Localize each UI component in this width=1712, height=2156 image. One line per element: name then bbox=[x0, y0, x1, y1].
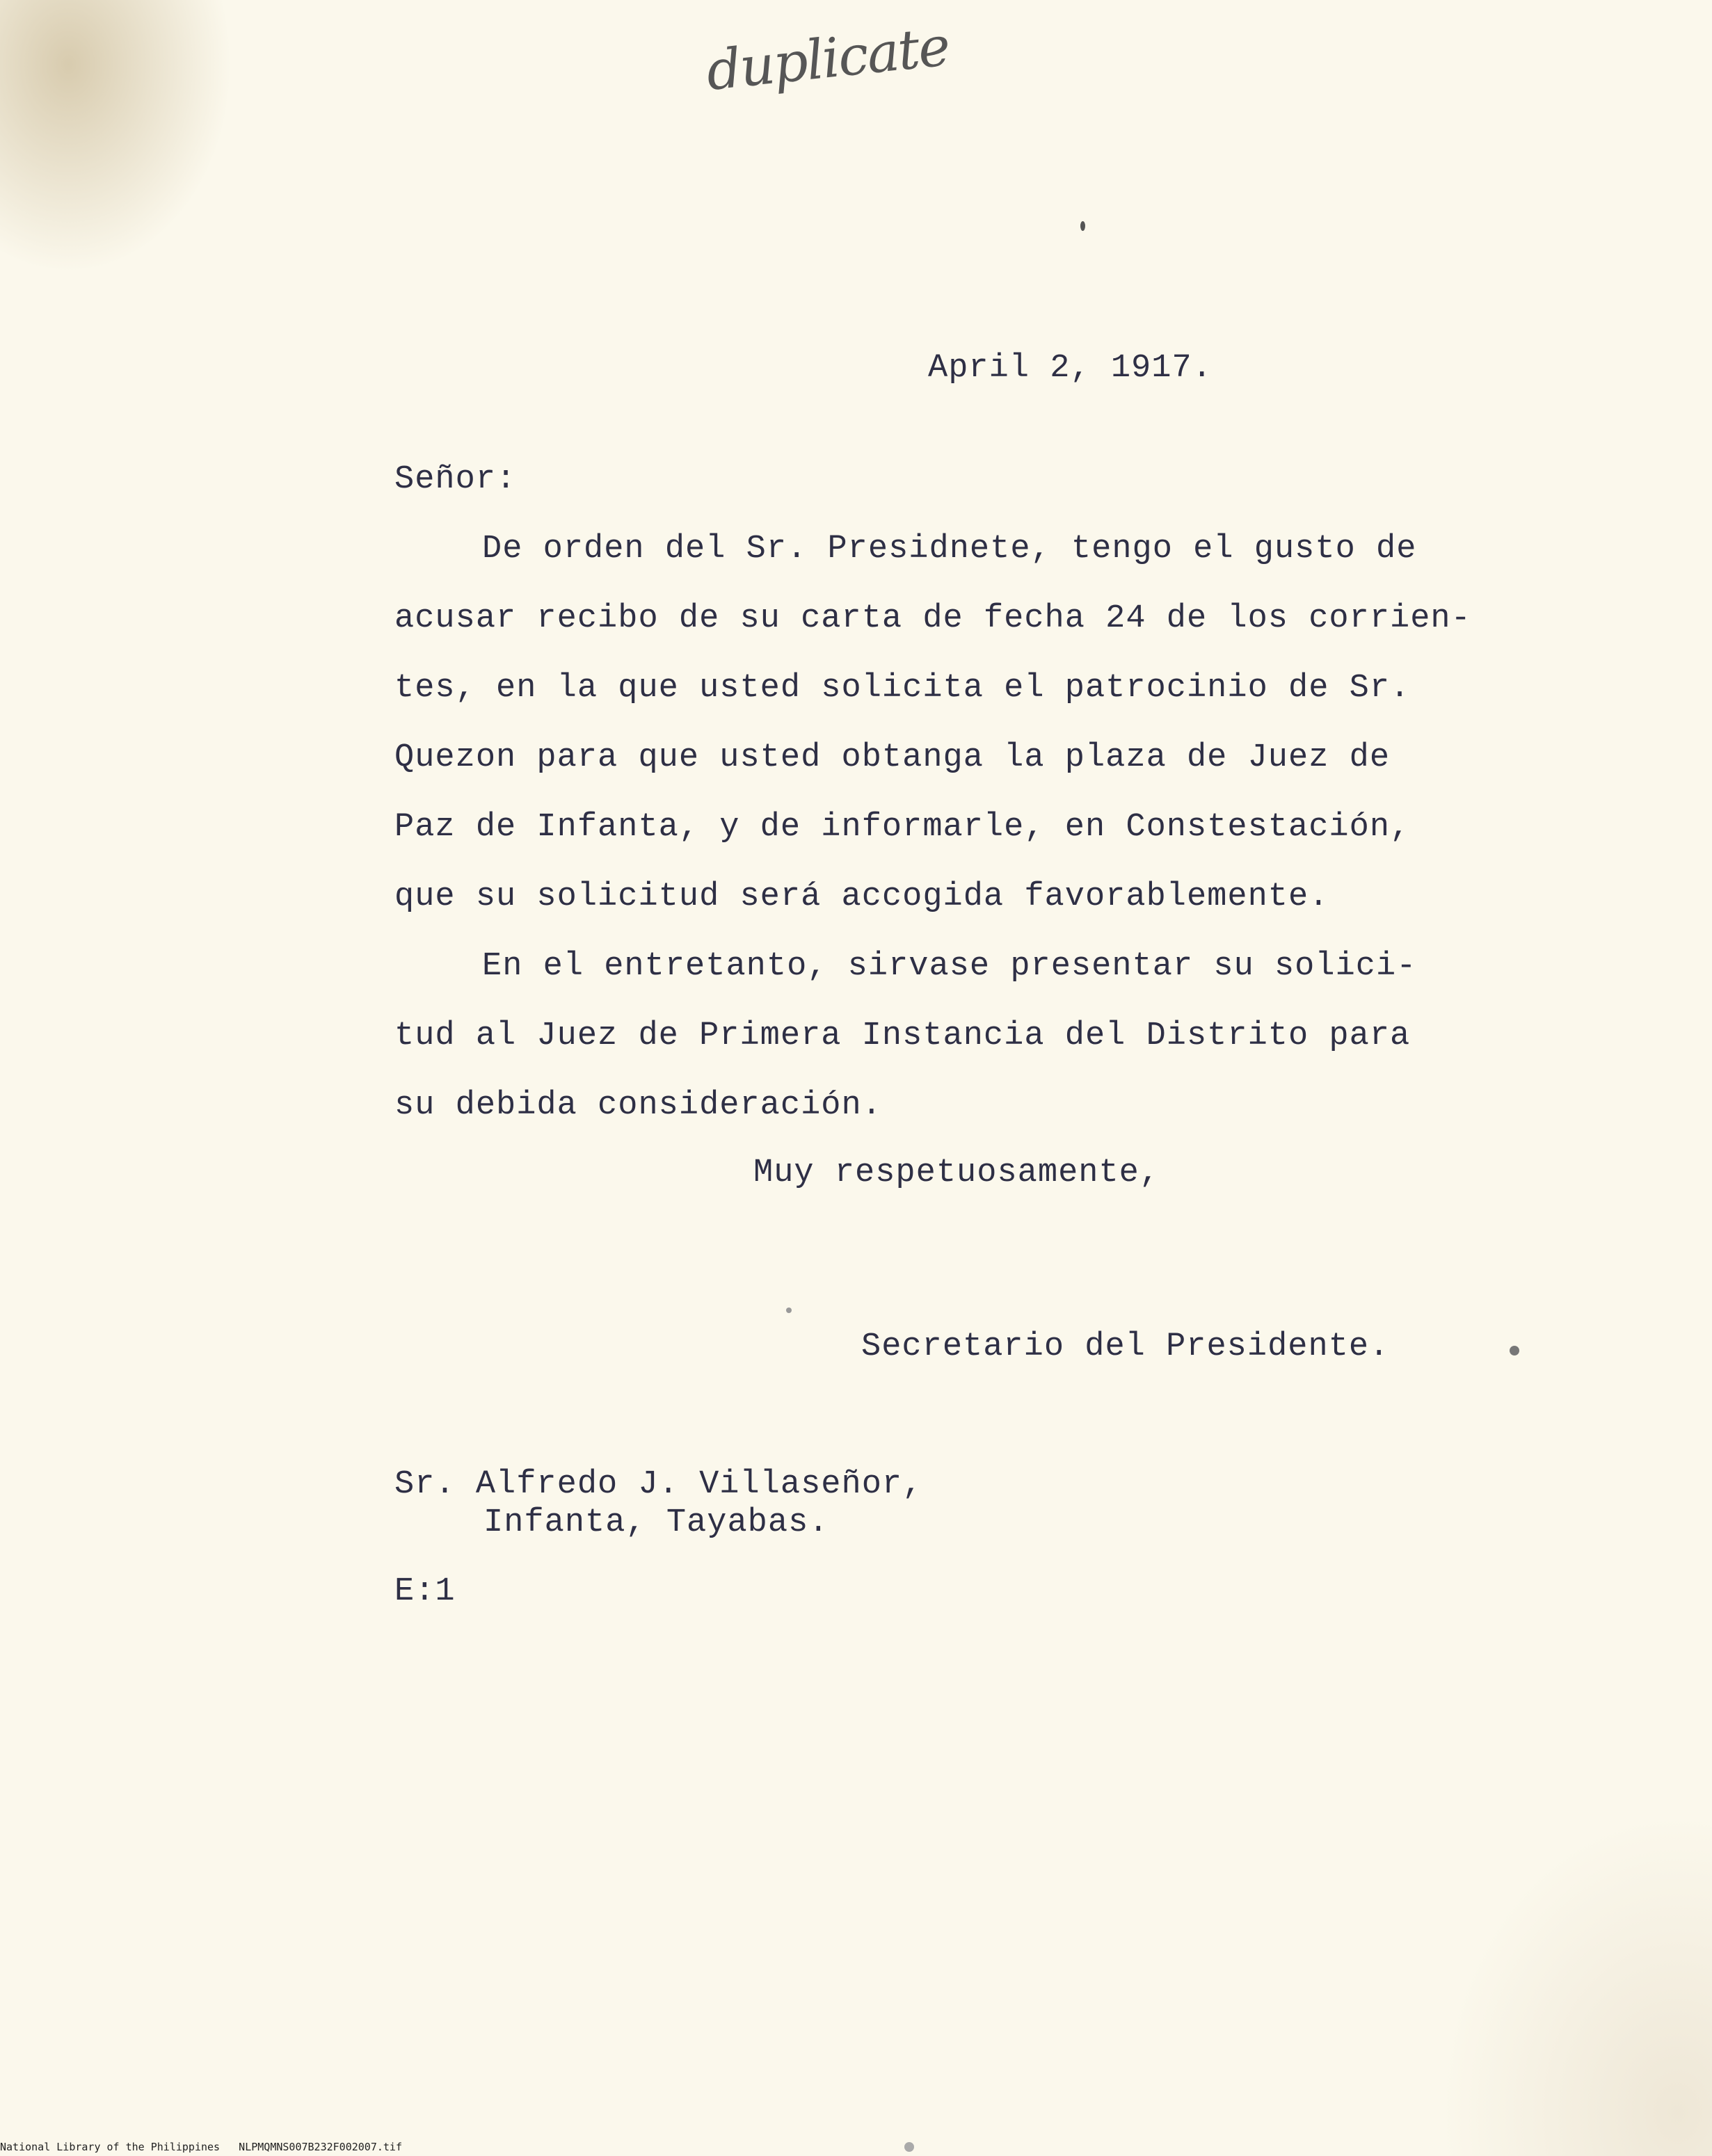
body-line: En el entretanto, sirvase presentar su solici- bbox=[482, 948, 1417, 985]
body-line: Quezon para que usted obtanga la plaza de Juez de bbox=[394, 739, 1391, 776]
paper-speck bbox=[786, 1308, 792, 1313]
body-line: su debida consideración. bbox=[394, 1087, 882, 1124]
body-line: De orden del Sr. Presidnete, tengo el gusto de bbox=[482, 531, 1417, 568]
addressee-name: Sr. Alfredo J. Villaseñor, bbox=[394, 1466, 923, 1503]
addressee-location: Infanta, Tayabas. bbox=[483, 1504, 829, 1541]
body-line: acusar recibo de su carta de fecha 24 de los corrien- bbox=[394, 600, 1471, 637]
paper-speck bbox=[904, 2142, 914, 2152]
salutation: Señor: bbox=[394, 461, 517, 498]
body-line: Paz de Infanta, y de informarle, en Constestación, bbox=[394, 809, 1411, 846]
reference-initials: E:1 bbox=[394, 1573, 456, 1610]
signature-title: Secretario del Presidente. bbox=[861, 1328, 1390, 1365]
body-line: que su solicitud será accogida favorablemente. bbox=[394, 878, 1329, 915]
footer-filename: NLPMQMNS007B232F002007.tif bbox=[239, 2141, 402, 2153]
letter-date: April 2, 1917. bbox=[928, 350, 1213, 387]
body-line: tes, en la que usted solicita el patrocinio de Sr. bbox=[394, 670, 1411, 707]
paper-speck bbox=[1080, 221, 1085, 231]
scan-footer bbox=[0, 2141, 402, 2153]
handwritten-annotation: duplicate bbox=[703, 15, 952, 104]
footer-archive: National Library of the Philippines bbox=[0, 2141, 221, 2153]
body-line: tud al Juez de Primera Instancia del Distrito para bbox=[394, 1017, 1411, 1054]
complimentary-closing: Muy respetuosamente, bbox=[753, 1155, 1160, 1191]
paper-speck bbox=[1510, 1346, 1519, 1355]
